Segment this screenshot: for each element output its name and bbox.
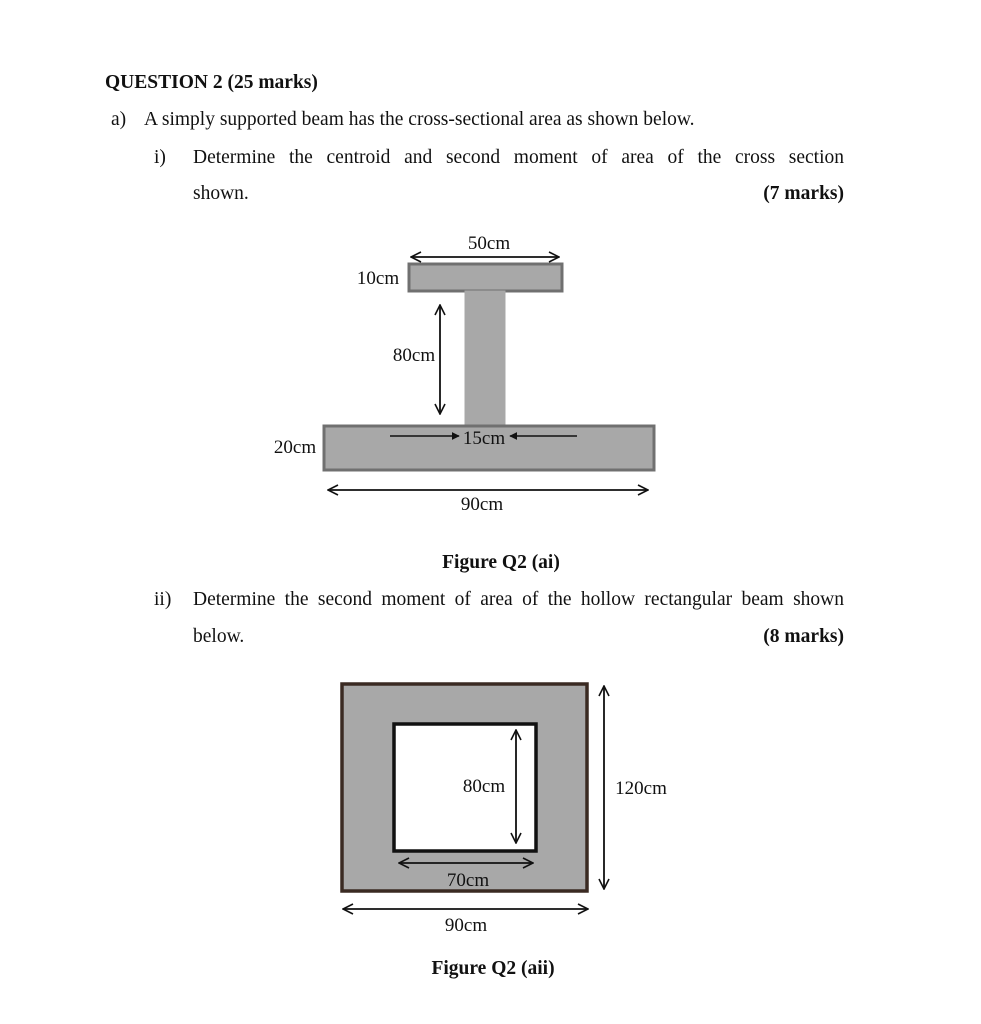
sub-i-line2: shown.: [193, 183, 249, 204]
sub-ii-line1: Determine the second moment of area of the hollow rectangular beam shown: [193, 589, 844, 610]
label-90cm-ai: 90cm: [460, 494, 504, 515]
label-15cm: 15cm: [462, 428, 506, 449]
label-120cm: 120cm: [615, 778, 667, 799]
label-10cm: 10cm: [356, 268, 400, 289]
figure-ai-caption: Figure Q2 (ai): [442, 552, 560, 573]
label-70cm: 70cm: [446, 870, 490, 891]
top-flange: [409, 264, 562, 291]
part-a-label: a): [111, 109, 127, 130]
sub-i-marks: (7 marks): [763, 183, 844, 204]
part-a-text: A simply supported beam has the cross-sectional area as shown below.: [144, 109, 695, 130]
question-title: QUESTION 2 (25 marks): [105, 72, 318, 93]
sub-i-line1: Determine the centroid and second moment of area of the cross section: [193, 147, 844, 168]
figure-aii-caption: Figure Q2 (aii): [431, 958, 555, 979]
sub-ii-marks: (8 marks): [763, 626, 844, 647]
sub-ii-label: ii): [154, 589, 172, 610]
sub-i-label: i): [154, 147, 166, 168]
label-80cm-ai: 80cm: [392, 345, 436, 366]
web: [465, 291, 505, 426]
label-80cm-aii: 80cm: [462, 776, 506, 797]
label-90cm-aii: 90cm: [444, 915, 488, 936]
sub-ii-line2: below.: [193, 626, 245, 647]
label-50cm: 50cm: [467, 233, 511, 254]
label-20cm: 20cm: [273, 437, 317, 458]
